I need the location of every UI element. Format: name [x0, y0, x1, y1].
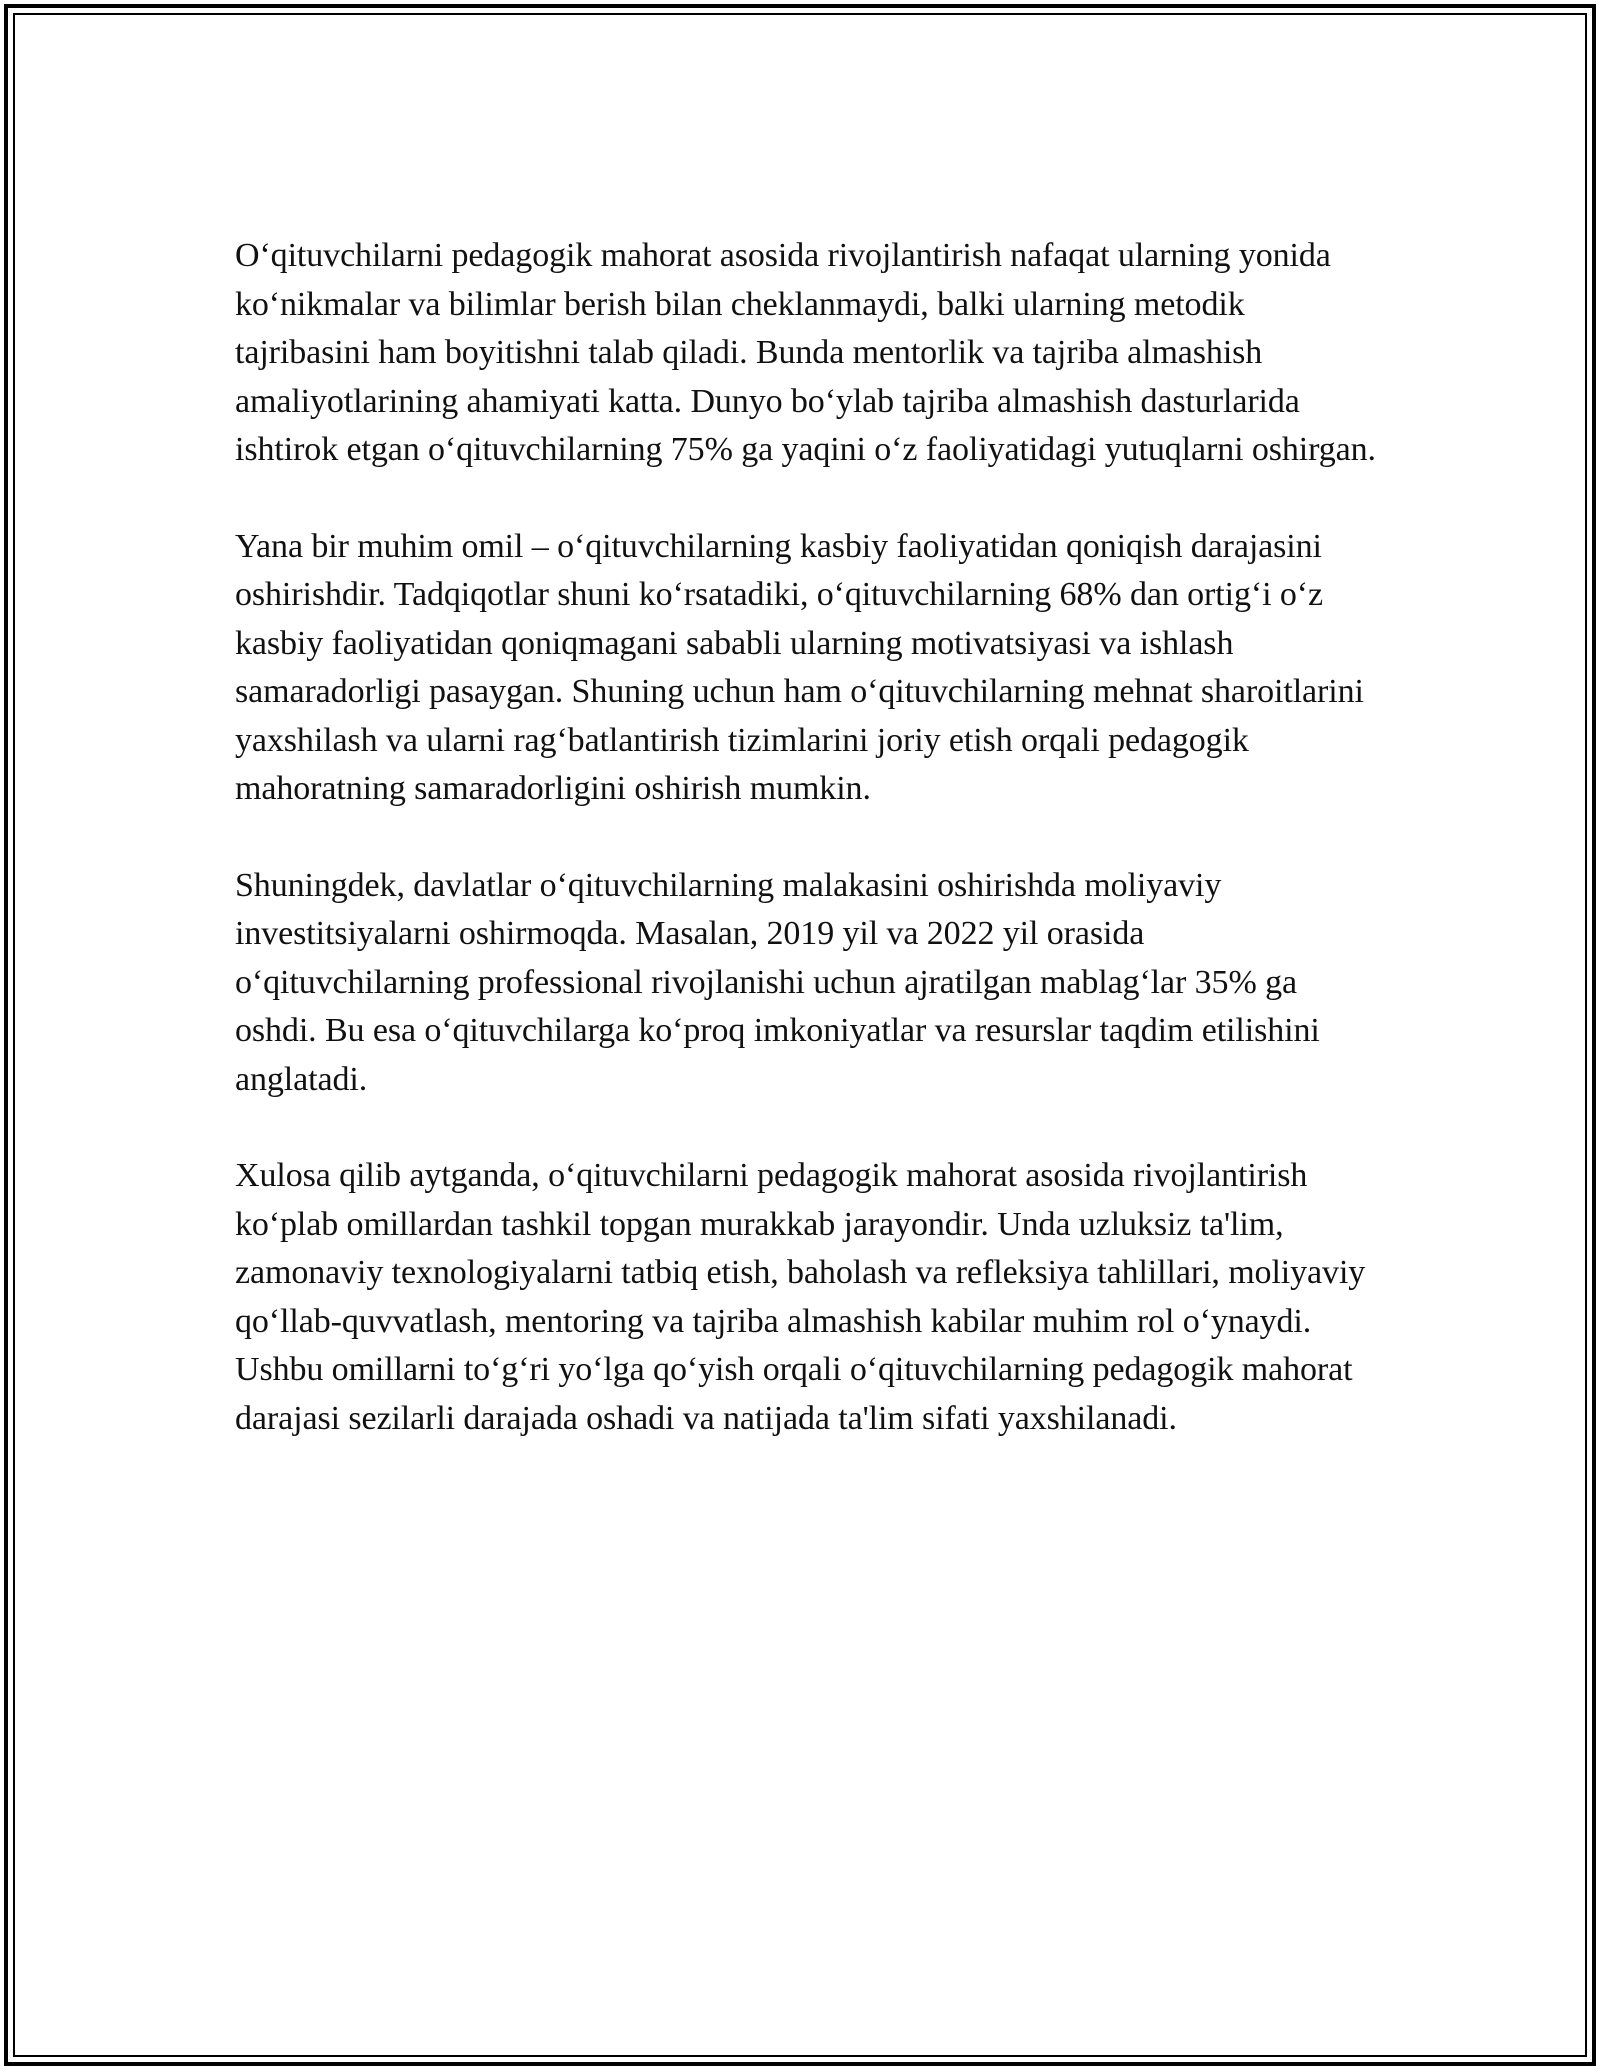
document-body: [235, 232, 1385, 1491]
paragraph-job-satisfaction: Yana bir muhim omil – o‘qituvchilarning kasbiy faoliyatidan qoniqish darajasini oshirishdir. Tadqiqotlar shuni ko‘rsatadiki, o‘qituvchilarning 68% dan ortig‘i o‘z kasbiy faoliyatidan qoniqmagani sababli ularning motivatsiyasi va ishlash samaradorligi pasaygan. Shuning uchun ham o‘qituvchilarning mehnat sharoitlarini yaxshilash va ularni rag‘batlantirish tizimlarini joriy etish orqali pedagogik mahoratning samaradorligini oshirish mumkin.: [235, 527, 1364, 807]
paragraph-mentorship: O‘qituvchilarni pedagogik mahorat asosida rivojlantirish nafaqat ularning yonida ko‘nikmalar va bilimlar berish bilan cheklanmaydi, balki ularning metodik tajribasini ham boyitishni talab qiladi. Bunda mentorlik va tajriba almashish amaliyotlarining ahamiyati katta. Dunyo bo‘ylab tajriba almashish dasturlarida ishtirok etgan o‘qituvchilarning 75% ga yaqini o‘z faoliyatidagi yutuqlarni oshirgan.: [235, 237, 1376, 468]
paragraph-conclusion: Xulosa qilib aytganda, o‘qituvchilarni pedagogik mahorat asosida rivojlantirish ko‘plab omillardan tashkil topgan murakkab jarayondir. Unda uzluksiz ta'lim, zamonaviy texnologiyalarni tatbiq etish, baholash va refleksiya tahlillari, moliyaviy qo‘llab-quvvatlash, mentoring va tajriba almashish kabilar muhim rol o‘ynaydi. Ushbu omillarni to‘g‘ri yo‘lga qo‘yish orqali o‘qituvchilarning pedagogik mahorat darajasi sezilarli darajada oshadi va natijada ta'lim sifati yaxshilanadi.: [235, 1157, 1366, 1437]
paragraph-financial-investment: Shuningdek, davlatlar o‘qituvchilarning malakasini oshirishda moliyaviy investitsiyalarni oshirmoqda. Masalan, 2019 yil va 2022 yil orasida o‘qituvchilarning professional rivojlanishi uchun ajratilgan mablag‘lar 35% ga oshdi. Bu esa o‘qituvchilarga ko‘proq imkoniyatlar va resurslar taqdim etilishini anglatadi.: [235, 866, 1320, 1098]
